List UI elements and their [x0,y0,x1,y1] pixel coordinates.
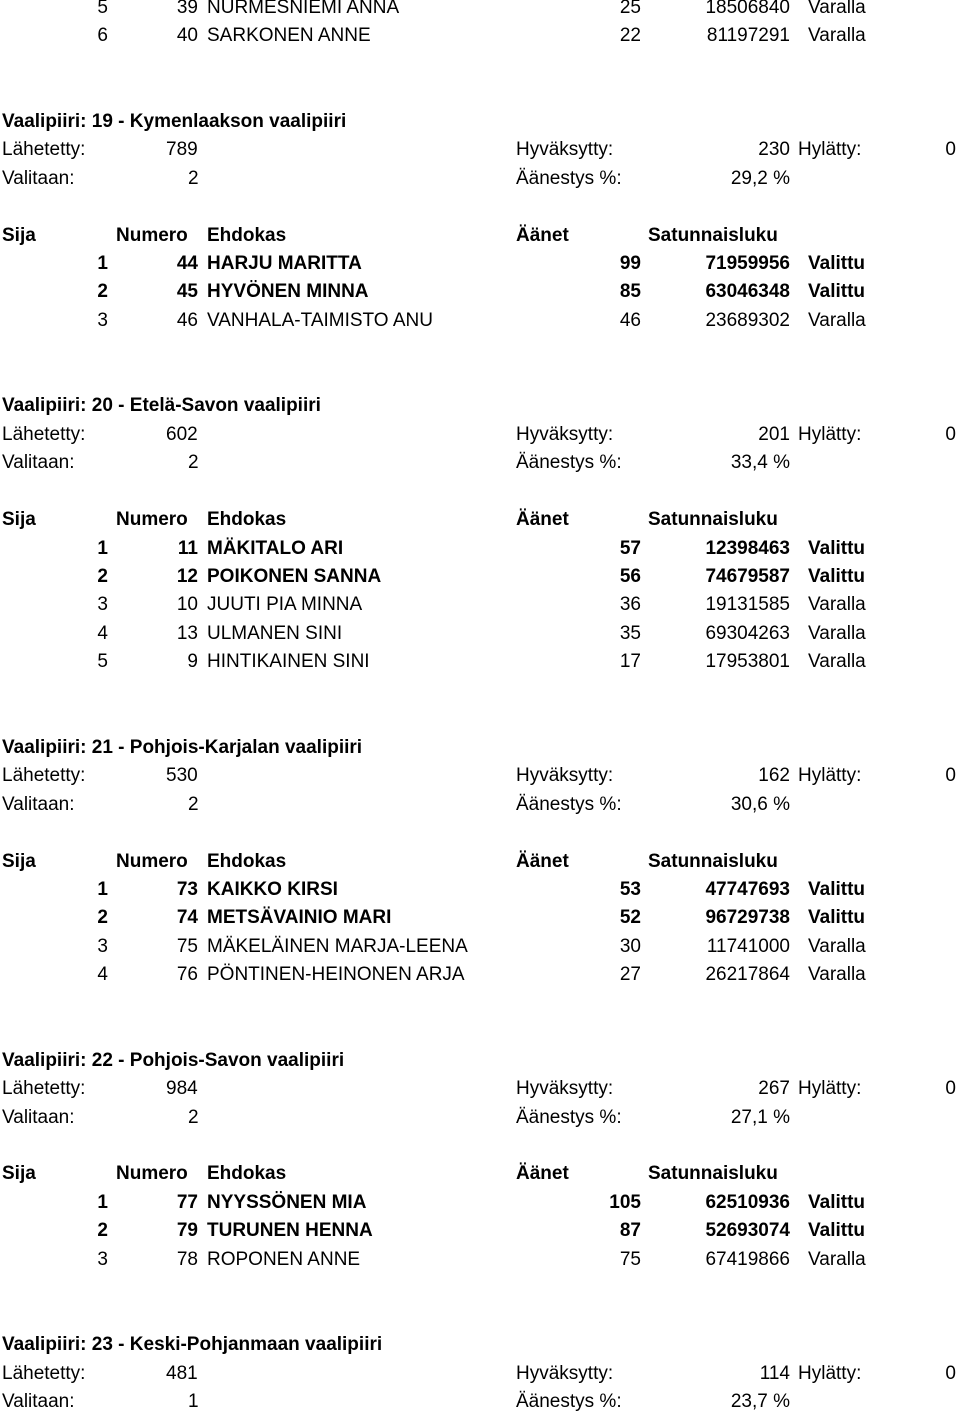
hylatty-value: 0 [945,765,956,786]
satunnaisluku-cell: 81197291 [706,25,790,46]
valitaan-label: Valitaan: [2,1107,75,1128]
ehdokas-cell: HARJU MARITTA [207,253,362,274]
summary-row-sent [0,762,960,790]
col-sija-header: Sija [2,225,36,246]
satunnaisluku-cell: 11741000 [706,936,790,957]
district-title-text: Vaalipiiri: 20 - Etelä-Savon vaalipiiri [2,395,321,416]
tila-cell: Valittu [808,1192,866,1213]
ehdokas-cell: HYVÖNEN MINNA [207,281,369,302]
satunnaisluku-cell: 71959956 [705,253,790,274]
aanestys-label: Äänestys %: [516,1107,622,1128]
aanestys-value: 29,2 % [730,168,790,189]
sija-cell: 3 [97,594,108,615]
satunnaisluku-cell: 52693074 [705,1220,790,1241]
candidate-row [0,1217,960,1245]
aanet-cell: 36 [619,594,641,615]
aanet-cell: 85 [619,281,641,302]
col-numero-header: Numero [116,1163,188,1184]
tila-cell: Valittu [808,538,866,559]
col-ehdokas-header: Ehdokas [207,225,287,246]
col-sija-header: Sija [2,851,36,872]
ehdokas-cell: NYYSSÖNEN MIA [207,1192,367,1213]
lahetetty-label: Lähetetty: [2,424,86,445]
sija-cell: 4 [97,623,108,644]
numero-cell: 78 [176,1249,198,1270]
valitaan-value: 2 [188,452,199,473]
numero-cell: 39 [176,0,198,18]
lahetetty-value: 602 [166,424,198,445]
candidate-row [0,1189,960,1217]
ehdokas-cell: JUUTI PIA MINNA [207,594,363,615]
district-title-text: Vaalipiiri: 19 - Kymenlaakson vaalipiiri [2,111,347,132]
sija-cell: 3 [97,936,108,957]
summary-row-sent [0,1075,960,1103]
aanet-cell: 75 [619,1249,641,1270]
satunnaisluku-cell: 19131585 [705,594,790,615]
hylatty-label: Hylätty: [798,424,862,445]
satunnaisluku-cell: 63046348 [705,281,790,302]
sija-cell: 3 [97,1249,108,1270]
aanet-cell: 22 [619,25,641,46]
numero-cell: 12 [176,566,198,587]
tila-cell: Valittu [808,253,866,274]
numero-cell: 76 [176,964,198,985]
lahetetty-value: 481 [166,1363,198,1384]
tila-cell: Varalla [808,0,866,18]
sija-cell: 1 [97,538,108,559]
valitaan-label: Valitaan: [2,1391,75,1412]
satunnaisluku-cell: 23689302 [705,310,790,331]
candidate-row [0,22,960,50]
tila-cell: Valittu [808,879,866,900]
summary-row-sent [0,1360,960,1388]
numero-cell: 46 [176,310,198,331]
col-aanet-header: Äänet [516,509,569,530]
col-ehdokas-header: Ehdokas [207,851,287,872]
summary-row-turnout [0,165,960,193]
tila-cell: Varalla [808,964,866,985]
summary-row-sent [0,136,960,164]
candidate-row [0,0,960,22]
hyvaksytty-value: 230 [758,139,790,160]
sija-cell: 2 [97,1220,108,1241]
sija-cell: 3 [97,310,108,331]
tila-cell: Varalla [808,1249,866,1270]
ehdokas-cell: MÄKITALO ARI [207,538,344,559]
ehdokas-cell: TURUNEN HENNA [207,1220,373,1241]
hylatty-label: Hylätty: [798,765,862,786]
numero-cell: 9 [187,651,198,672]
aanet-cell: 56 [619,566,641,587]
summary-row-sent [0,421,960,449]
hyvaksytty-value: 267 [758,1078,790,1099]
ehdokas-cell: VANHALA-TAIMISTO ANU [207,310,433,331]
valitaan-value: 2 [188,168,199,189]
lahetetty-label: Lähetetty: [2,1078,86,1099]
candidate-row [0,904,960,932]
aanet-cell: 99 [619,253,641,274]
summary-row-turnout [0,449,960,477]
valitaan-label: Valitaan: [2,168,75,189]
satunnaisluku-cell: 26217864 [705,964,790,985]
district-title-text: Vaalipiiri: 23 - Keski-Pohjanmaan vaalipiiri [2,1334,383,1355]
aanet-cell: 27 [619,964,641,985]
numero-cell: 79 [176,1220,198,1241]
table-header [0,222,960,250]
ehdokas-cell: HINTIKAINEN SINI [207,651,370,672]
tila-cell: Varalla [808,594,866,615]
col-satunnaisluku-header: Satunnaisluku [648,509,778,530]
numero-cell: 40 [176,25,198,46]
summary-row-turnout [0,1388,960,1416]
hyvaksytty-label: Hyväksytty: [516,139,614,160]
sija-cell: 2 [97,907,108,928]
candidate-row [0,648,960,676]
hyvaksytty-label: Hyväksytty: [516,424,614,445]
hyvaksytty-label: Hyväksytty: [516,765,614,786]
hylatty-label: Hylätty: [798,1363,862,1384]
numero-cell: 75 [176,936,198,957]
numero-cell: 73 [176,879,198,900]
hylatty-value: 0 [945,1363,956,1384]
aanet-cell: 105 [609,1192,641,1213]
hylatty-value: 0 [945,139,956,160]
tila-cell: Valittu [808,566,866,587]
numero-cell: 11 [177,538,198,559]
sija-cell: 5 [97,651,108,672]
candidate-row [0,563,960,591]
tila-cell: Varalla [808,623,866,644]
aanet-cell: 25 [619,0,641,18]
numero-cell: 45 [176,281,198,302]
candidate-row [0,535,960,563]
ehdokas-cell: NURMESNIEMI ANNA [207,0,400,18]
table-header [0,506,960,534]
tila-cell: Varalla [808,310,866,331]
hylatty-label: Hylätty: [798,139,862,160]
tila-cell: Valittu [808,907,866,928]
hylatty-value: 0 [945,424,956,445]
satunnaisluku-cell: 67419866 [705,1249,790,1270]
lahetetty-label: Lähetetty: [2,139,86,160]
aanet-cell: 57 [619,538,641,559]
hylatty-label: Hylätty: [798,1078,862,1099]
district-title [0,1331,960,1359]
satunnaisluku-cell: 74679587 [705,566,790,587]
hyvaksytty-value: 201 [758,424,790,445]
candidate-row [0,307,960,335]
candidate-row [0,1246,960,1274]
tila-cell: Varalla [808,651,866,672]
sija-cell: 6 [97,25,108,46]
hyvaksytty-value: 114 [759,1363,790,1384]
lahetetty-value: 530 [166,765,198,786]
numero-cell: 10 [176,594,198,615]
col-numero-header: Numero [116,225,188,246]
col-aanet-header: Äänet [516,851,569,872]
tila-cell: Valittu [808,281,866,302]
ehdokas-cell: KAIKKO KIRSI [207,879,338,900]
lahetetty-value: 789 [166,139,198,160]
col-ehdokas-header: Ehdokas [207,509,287,530]
satunnaisluku-cell: 12398463 [705,538,790,559]
tila-cell: Valittu [808,1220,866,1241]
hyvaksytty-label: Hyväksytty: [516,1078,614,1099]
aanestys-value: 23,7 % [730,1391,790,1412]
tila-cell: Varalla [808,936,866,957]
col-satunnaisluku-header: Satunnaisluku [648,851,778,872]
satunnaisluku-cell: 96729738 [705,907,790,928]
valitaan-label: Valitaan: [2,794,75,815]
summary-row-turnout [0,1104,960,1132]
lahetetty-label: Lähetetty: [2,765,86,786]
candidate-row [0,961,960,989]
col-aanet-header: Äänet [516,1163,569,1184]
hyvaksytty-label: Hyväksytty: [516,1363,614,1384]
sija-cell: 4 [97,964,108,985]
ehdokas-cell: PÖNTINEN-HEINONEN ARJA [207,964,465,985]
table-header [0,848,960,876]
ehdokas-cell: POIKONEN SANNA [207,566,382,587]
tila-cell: Varalla [808,25,866,46]
district-title [0,392,960,420]
satunnaisluku-cell: 18506840 [705,0,790,18]
candidate-row [0,278,960,306]
satunnaisluku-cell: 69304263 [705,623,790,644]
candidate-row [0,591,960,619]
ehdokas-cell: ULMANEN SINI [207,623,343,644]
district-title-text: Vaalipiiri: 22 - Pohjois-Savon vaalipiiri [2,1050,345,1071]
lahetetty-value: 984 [166,1078,198,1099]
aanestys-label: Äänestys %: [516,1391,622,1412]
sija-cell: 1 [97,1192,108,1213]
col-aanet-header: Äänet [516,225,569,246]
ehdokas-cell: MÄKELÄINEN MARJA-LEENA [207,936,468,957]
valitaan-label: Valitaan: [2,452,75,473]
ehdokas-cell: METSÄVAINIO MARI [207,907,392,928]
aanet-cell: 53 [619,879,641,900]
numero-cell: 77 [176,1192,198,1213]
aanet-cell: 30 [619,936,641,957]
aanestys-value: 30,6 % [730,794,790,815]
candidate-row [0,933,960,961]
ehdokas-cell: ROPONEN ANNE [207,1249,361,1270]
aanet-cell: 87 [619,1220,641,1241]
col-numero-header: Numero [116,851,188,872]
numero-cell: 44 [176,253,198,274]
valitaan-value: 1 [188,1391,199,1412]
aanestys-label: Äänestys %: [516,794,622,815]
sija-cell: 2 [97,281,108,302]
hyvaksytty-value: 162 [758,765,790,786]
sija-cell: 5 [97,0,108,18]
sija-cell: 1 [97,253,108,274]
district-title [0,108,960,136]
col-numero-header: Numero [116,509,188,530]
district-title [0,734,960,762]
candidate-row [0,250,960,278]
summary-row-turnout [0,791,960,819]
col-sija-header: Sija [2,509,36,530]
aanet-cell: 17 [619,651,641,672]
numero-cell: 74 [176,907,198,928]
sija-cell: 1 [97,879,108,900]
aanestys-value: 27,1 % [730,1107,790,1128]
satunnaisluku-cell: 17953801 [705,651,790,672]
aanestys-label: Äänestys %: [516,452,622,473]
satunnaisluku-cell: 62510936 [705,1192,790,1213]
lahetetty-label: Lähetetty: [2,1363,86,1384]
sija-cell: 2 [97,566,108,587]
hylatty-value: 0 [945,1078,956,1099]
aanet-cell: 52 [619,907,641,928]
district-title-text: Vaalipiiri: 21 - Pohjois-Karjalan vaalipiiri [2,737,363,758]
numero-cell: 13 [176,623,198,644]
aanestys-value: 33,4 % [730,452,790,473]
col-satunnaisluku-header: Satunnaisluku [648,225,778,246]
aanet-cell: 35 [619,623,641,644]
district-title [0,1047,960,1075]
col-sija-header: Sija [2,1163,36,1184]
valitaan-value: 2 [188,794,199,815]
table-header [0,1160,960,1188]
candidate-row [0,876,960,904]
ehdokas-cell: SARKONEN ANNE [207,25,371,46]
candidate-row [0,620,960,648]
col-ehdokas-header: Ehdokas [207,1163,287,1184]
col-satunnaisluku-header: Satunnaisluku [648,1163,778,1184]
satunnaisluku-cell: 47747693 [705,879,790,900]
valitaan-value: 2 [188,1107,199,1128]
aanet-cell: 46 [619,310,641,331]
aanestys-label: Äänestys %: [516,168,622,189]
